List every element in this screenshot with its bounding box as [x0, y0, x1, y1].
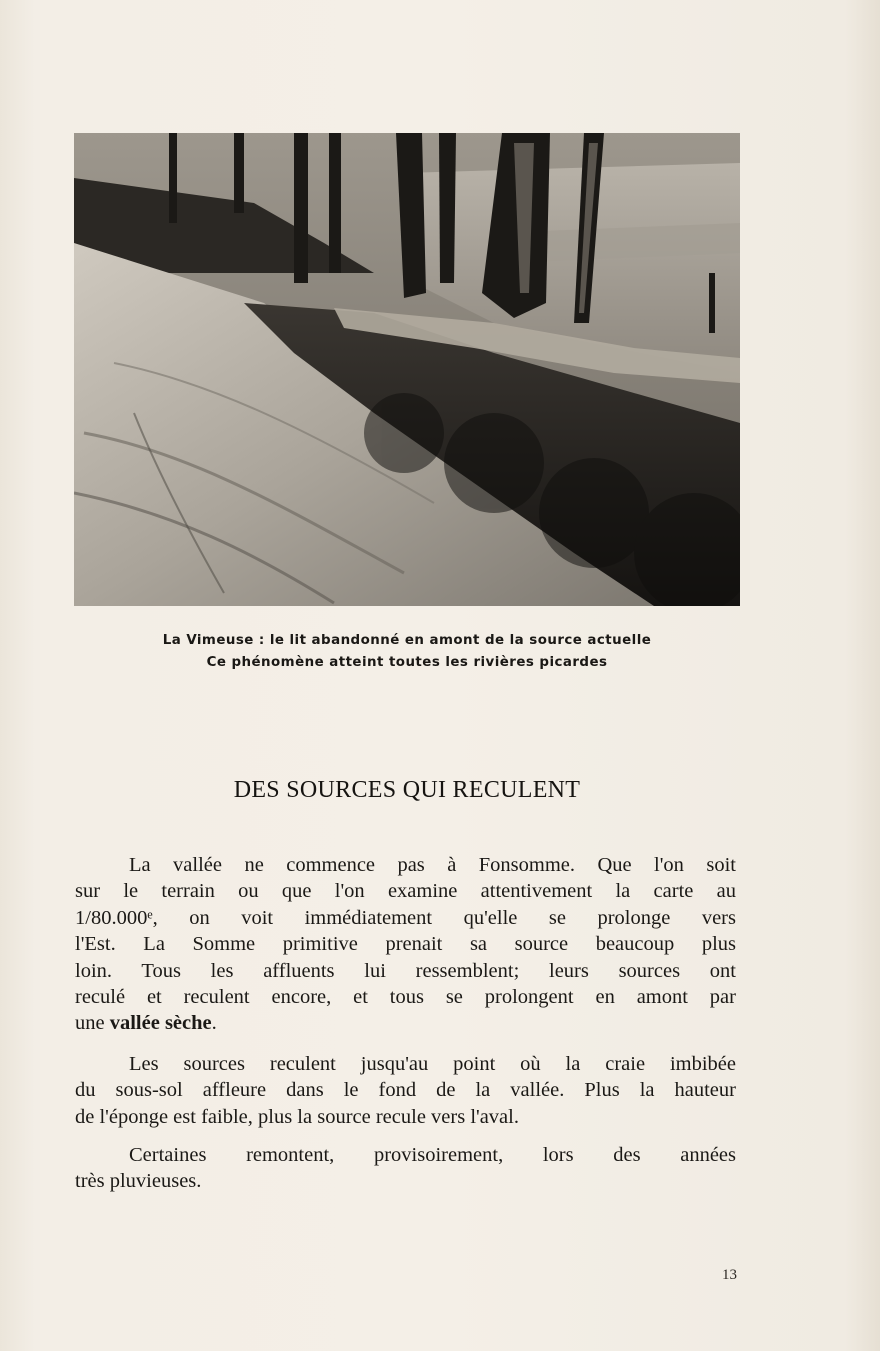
- paragraph-1-last-line: [75, 1010, 736, 1036]
- photograph-dry-riverbed: [74, 133, 740, 606]
- emphasis-dry-valley: vallée sèche: [109, 1012, 212, 1035]
- caption-line-1: La Vimeuse : le lit abandonné en amont de la source actuelle: [162, 633, 652, 648]
- paragraph-2-line: Les sources reculent jusqu'au point où la craie imbibée: [129, 1053, 736, 1075]
- paragraph-1-line: sur le terrain ou que l'on examine attentivement la carte au: [75, 880, 736, 903]
- paragraph-3-line: très pluvieuses.: [75, 1170, 202, 1193]
- paragraph-1-line: loin. Tous les affluents lui ressemblent; leurs sources ont: [75, 959, 736, 982]
- paragraph-3: [75, 1142, 736, 1195]
- paragraph-1-line: 1/80.000ᵉ, on voit immédiatement qu'elle se prolonge vers: [75, 906, 736, 929]
- paragraph-2-line: du sous-sol affleure dans le fond de la vallée. Plus la hauteur: [75, 1079, 736, 1102]
- paragraph-1-line: reculé et reculent encore, et tous se prolongent en amont par: [75, 985, 736, 1008]
- section-heading: DES SOURCES QUI RECULENT: [233, 777, 581, 803]
- caption-line-2: Ce phénomène atteint toutes les rivières picardes: [206, 655, 608, 670]
- figure-caption: [74, 630, 740, 674]
- page-number: 13: [722, 1267, 737, 1283]
- paragraph-3-line: Certaines remontent, provisoirement, lors des années: [129, 1144, 736, 1166]
- paragraph-1: [75, 852, 736, 1037]
- riverbed-photo-image: [74, 133, 740, 606]
- last-line-suffix: .: [211, 1012, 217, 1035]
- paragraph-1-line: La vallée ne commence pas à Fonsomme. Que l'on soit: [129, 854, 736, 876]
- last-line-prefix: une: [75, 1012, 110, 1035]
- paragraph-2: [75, 1051, 736, 1130]
- paragraph-1-line: l'Est. La Somme primitive prenait sa source beaucoup plus: [75, 933, 736, 956]
- paragraph-2-line: de l'éponge est faible, plus la source recule vers l'aval.: [75, 1105, 519, 1128]
